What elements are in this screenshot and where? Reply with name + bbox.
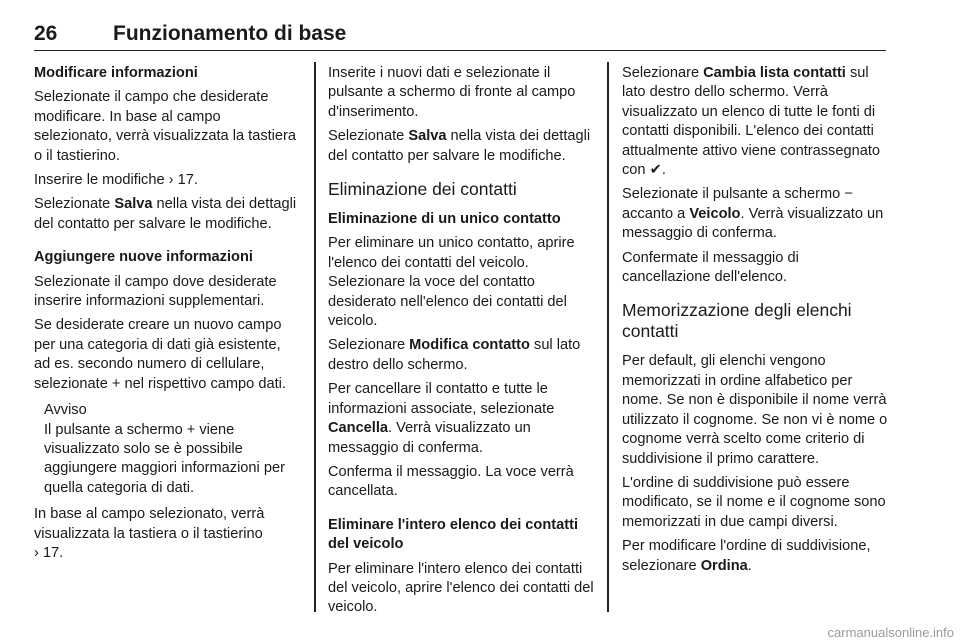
- page-header: [34, 14, 886, 51]
- salva-label: Salva: [408, 128, 447, 145]
- note-box: [44, 401, 300, 498]
- paragraph: Selezionate Salva nella vista dei dettagli del contatto per salvare le modifiche.: [34, 196, 297, 232]
- column-2: [328, 64, 594, 623]
- page-reference[interactable]: 17.: [177, 172, 198, 189]
- paragraph: Confermate il messaggio di cancellazione dell'elenco.: [622, 249, 799, 286]
- subheading-modify-info: Modificare informazioni: [34, 65, 198, 81]
- section-heading-store-lists: Memorizzazione degli elenchi contatti: [622, 300, 852, 342]
- paragraph: Selezionate il campo dove desiderate inserire informazioni supplementari.: [34, 273, 277, 310]
- page-number: 26: [34, 22, 58, 45]
- minus-icon: −: [844, 186, 853, 203]
- paragraph: Selezionare Modifica contatto sul lato destro dello schermo.: [328, 337, 581, 373]
- veicolo-label: Veicolo: [689, 205, 741, 222]
- paragraph: Se desiderate creare un nuovo campo per una categoria di dati già esistente, ad es. secondo numero di cellulare, selezionate + nel rispettivo campo dati.: [34, 316, 300, 394]
- subheading-delete-single: Eliminazione di un unico contatto: [328, 211, 561, 228]
- cancella-label: Cancella: [328, 420, 389, 437]
- column-divider: [607, 62, 609, 612]
- subheading-delete-list: Eliminare l'intero elenco dei contatti del veicolo: [328, 516, 578, 553]
- paragraph: Inserite i nuovi dati e selezionate il pulsante a schermo di fronte al campo d'inserimento.: [328, 65, 576, 120]
- column-1: [34, 64, 300, 568]
- checkmark-icon: ✔: [649, 162, 662, 179]
- paragraph: Selezionare Cambia lista contatti sul lato destro dello schermo. Verrà visualizzato un elenco di tutte le fonti di contatti disponibili. L'elenco dei contatti attualmente attivo viene contrassegnato con ✔.: [622, 64, 888, 180]
- modifica-contatto-label: Modifica contatto: [409, 337, 530, 354]
- salva-label: Salva: [114, 196, 153, 213]
- paragraph: Selezionate il campo che desiderate modificare. In base al campo selezionato, verrà visualizzata la tastiera o il tastierino.: [34, 89, 297, 164]
- ref-arrow-icon: ›: [168, 172, 174, 189]
- paragraph: Selezionate il pulsante a schermo − accanto a Veicolo. Verrà visualizzato un messaggio di conferma.: [622, 186, 884, 242]
- subheading-add-info: Aggiungere nuove informazioni: [34, 249, 253, 266]
- page-reference[interactable]: 17.: [42, 544, 64, 561]
- paragraph: In base al campo selezionato, verrà visualizzata la tastiera o il tastierino › 17.: [34, 505, 300, 563]
- paragraph: Per modificare l'ordine di suddivisione, selezionare Ordina.: [622, 538, 871, 574]
- ordina-label: Ordina: [700, 557, 748, 574]
- paragraph: Per default, gli elenchi vengono memorizzati in ordine alfabetico per nome. Se non è disponibile il nome verrà utilizzato il cognome. Se non vi è nome o cognome verrà scelto come criterio di suddivisione il primo carattere.: [622, 353, 888, 467]
- column-3: [622, 64, 888, 581]
- ref-arrow-icon: ›: [34, 544, 39, 561]
- paragraph: Inserire le modifiche › 17.: [34, 171, 300, 190]
- paragraph: L'ordine di suddivisione può essere modificato, se il nome e il cognome sono memorizzati in due campi diversi.: [622, 474, 886, 530]
- watermark: carmanualsonline.info: [827, 625, 954, 640]
- note-text: Il pulsante a schermo + viene visualizzato solo se è possibile aggiungere maggiori informazioni per quella categoria di dati.: [44, 421, 285, 496]
- paragraph: Per eliminare un unico contatto, aprire l'elenco dei contatti del veicolo. Selezionare la voce del contatto desiderato nell'elenco dei contatti del veicolo.: [328, 235, 575, 330]
- note-title: Avviso: [44, 402, 87, 419]
- paragraph: Per eliminare l'intero elenco dei contatti del veicolo, aprire l'elenco dei contatti del veicolo.: [328, 560, 594, 616]
- page-title: Funzionamento di base: [113, 22, 347, 45]
- paragraph: Selezionate Salva nella vista dei dettagli del contatto per salvare le modifiche.: [328, 128, 591, 164]
- paragraph: Per cancellare il contatto e tutte le informazioni associate, selezionate Cancella. Verrà visualizzato un messaggio di conferma.: [328, 381, 555, 456]
- cambia-lista-label: Cambia lista contatti: [703, 65, 846, 81]
- plus-icon: +: [186, 421, 196, 438]
- column-divider: [314, 62, 316, 612]
- paragraph: Conferma il messaggio. La voce verrà cancellata.: [328, 463, 574, 500]
- section-heading-delete-contacts: Eliminazione dei contatti: [328, 179, 517, 200]
- plus-icon: +: [111, 375, 121, 392]
